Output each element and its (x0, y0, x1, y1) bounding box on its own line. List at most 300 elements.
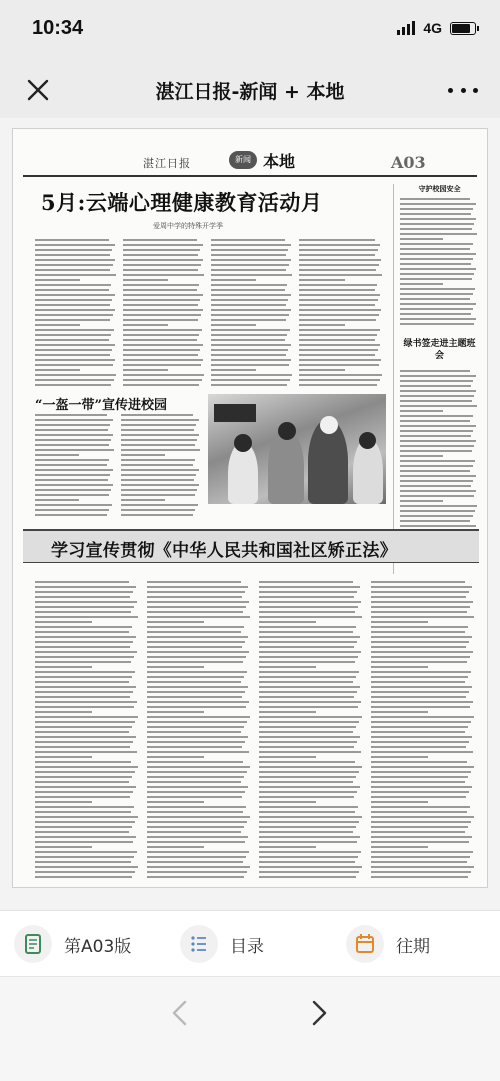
text-line (147, 771, 247, 773)
article-body-column (259, 581, 363, 881)
text-line (35, 851, 137, 853)
text-line (147, 731, 241, 733)
text-line (121, 424, 196, 426)
text-line (35, 459, 109, 461)
text-line (371, 596, 466, 598)
text-line (121, 494, 195, 496)
text-line (400, 203, 476, 205)
text-line (400, 515, 473, 517)
text-line (35, 479, 108, 481)
text-line (259, 616, 362, 618)
text-line (400, 520, 470, 522)
text-line (147, 671, 247, 673)
text-line (259, 831, 353, 833)
calendar-icon (346, 925, 384, 963)
text-line (35, 611, 131, 613)
text-line (400, 223, 474, 225)
text-line (259, 586, 360, 588)
text-line (371, 626, 468, 628)
text-line (299, 329, 380, 331)
text-line (123, 269, 198, 271)
text-line (299, 264, 379, 266)
text-line (259, 826, 356, 828)
text-line (121, 419, 199, 421)
text-line (299, 274, 382, 276)
section-name: 本地 (263, 152, 296, 171)
text-line (211, 344, 291, 346)
text-line (35, 616, 138, 618)
text-line (371, 601, 473, 603)
text-line (35, 284, 111, 286)
text-line (147, 696, 242, 698)
text-line (121, 449, 200, 451)
text-line (35, 856, 134, 858)
text-line (147, 716, 250, 718)
text-line (35, 424, 110, 426)
text-line (211, 324, 256, 326)
edition-icon (14, 925, 52, 963)
text-line (371, 771, 471, 773)
text-line (147, 606, 246, 608)
text-line (35, 419, 113, 421)
sidebar-body (400, 198, 478, 328)
text-line (35, 721, 135, 723)
text-line (35, 289, 109, 291)
text-line (299, 344, 380, 346)
text-line (371, 636, 472, 638)
text-line (147, 626, 244, 628)
text-line (259, 671, 359, 673)
text-line (259, 736, 360, 738)
text-line (121, 509, 195, 511)
text-line (147, 706, 246, 708)
photo-sign (214, 404, 256, 422)
text-line (259, 866, 362, 868)
text-line (299, 349, 378, 351)
text-line (121, 504, 198, 506)
text-line (123, 374, 204, 376)
chevron-left-icon[interactable] (163, 995, 199, 1031)
text-line (147, 761, 243, 763)
text-line (35, 621, 92, 623)
text-line (371, 866, 474, 868)
text-line (147, 806, 246, 808)
text-line (400, 283, 443, 285)
text-line (147, 616, 250, 618)
text-line (35, 239, 109, 241)
article-body-column (299, 239, 383, 389)
bottom-toolbar (0, 910, 500, 976)
text-line (371, 676, 468, 678)
text-line (35, 726, 132, 728)
text-line (123, 369, 168, 371)
text-line (123, 354, 198, 356)
text-line (299, 249, 378, 251)
text-line (123, 294, 203, 296)
text-line (371, 861, 467, 863)
text-line (400, 415, 473, 417)
text-line (259, 581, 353, 583)
text-line (147, 736, 248, 738)
text-line (123, 324, 168, 326)
text-line (371, 856, 470, 858)
text-line (35, 294, 115, 296)
article-body-column (35, 239, 117, 389)
text-line (400, 445, 474, 447)
text-line (35, 439, 111, 441)
text-line (400, 420, 470, 422)
text-line (211, 369, 256, 371)
text-line (35, 746, 130, 748)
text-line (299, 319, 376, 321)
text-line (400, 268, 476, 270)
text-line (147, 856, 246, 858)
text-line (400, 263, 471, 265)
text-line (400, 405, 477, 407)
text-line (259, 661, 355, 663)
text-line (35, 586, 136, 588)
text-line (371, 796, 466, 798)
text-line (123, 384, 199, 386)
text-line (147, 781, 241, 783)
banner-headline: 学习宣传贯彻《中华人民共和国社区矫正法》 (51, 541, 397, 561)
text-line (35, 761, 131, 763)
text-line (147, 776, 244, 778)
text-line (147, 701, 249, 703)
text-line (35, 319, 110, 321)
text-line (147, 656, 246, 658)
text-line (147, 751, 249, 753)
text-line (259, 621, 316, 623)
text-line (299, 384, 377, 386)
text-line (400, 308, 473, 310)
text-line (211, 259, 291, 261)
text-line (259, 811, 355, 813)
text-line (35, 731, 129, 733)
text-line (35, 626, 132, 628)
text-line (299, 324, 345, 326)
text-line (147, 796, 242, 798)
text-line (400, 208, 473, 210)
text-line (259, 776, 356, 778)
text-line (121, 484, 199, 486)
text-line (35, 636, 136, 638)
text-line (259, 726, 356, 728)
text-line (121, 444, 195, 446)
text-line (371, 751, 473, 753)
text-line (371, 711, 428, 713)
text-line (147, 726, 244, 728)
text-line (259, 856, 358, 858)
archive-button[interactable] (346, 925, 430, 963)
text-line (259, 706, 358, 708)
text-line (35, 846, 92, 848)
text-line (371, 581, 465, 583)
text-line (123, 259, 203, 261)
text-line (211, 374, 292, 376)
text-line (35, 711, 92, 713)
text-line (259, 816, 362, 818)
masthead-logo: 湛江日报 (143, 157, 191, 170)
text-line (35, 831, 129, 833)
text-line (121, 434, 199, 436)
text-line (35, 801, 92, 803)
text-line (35, 489, 111, 491)
text-line (259, 741, 357, 743)
text-line (35, 701, 137, 703)
text-line (371, 831, 465, 833)
text-line (371, 661, 467, 663)
page-number: A03 (391, 153, 426, 172)
text-line (259, 606, 358, 608)
text-line (35, 631, 129, 633)
text-line (147, 666, 204, 668)
text-line (400, 485, 471, 487)
text-line (121, 464, 193, 466)
text-line (400, 258, 473, 260)
text-line (299, 359, 381, 361)
text-line (35, 676, 132, 678)
text-line (147, 631, 241, 633)
newspaper-viewer[interactable] (0, 118, 500, 910)
catalog-button[interactable] (180, 925, 264, 963)
text-line (259, 631, 353, 633)
text-line (147, 686, 248, 688)
battery-icon (450, 22, 476, 35)
text-line (147, 836, 248, 838)
text-line (400, 500, 443, 502)
sidebar-headline[interactable]: 守护校园安全 (418, 185, 461, 193)
text-line (35, 359, 115, 361)
text-line (371, 696, 466, 698)
article-headline[interactable]: “一盔一带”宣传进校园 (35, 398, 167, 413)
status-time: 10:34 (32, 17, 84, 39)
text-line (123, 319, 198, 321)
text-line (35, 716, 138, 718)
text-line (121, 439, 197, 441)
text-line (35, 861, 131, 863)
text-line (147, 846, 204, 848)
page-title: 湛江日报-新闻 + 本地 (155, 81, 345, 103)
text-line (371, 791, 469, 793)
text-line (147, 876, 244, 878)
news-photo[interactable] (208, 394, 386, 504)
text-line (123, 254, 198, 256)
text-line (123, 264, 201, 266)
text-line (259, 596, 354, 598)
chevron-right-icon[interactable] (300, 995, 336, 1031)
status-indicators (397, 20, 476, 36)
text-line (147, 691, 245, 693)
text-line (371, 701, 473, 703)
status-bar (0, 0, 500, 62)
edition-button[interactable] (14, 925, 131, 963)
text-line (299, 269, 376, 271)
text-line (371, 876, 468, 878)
text-line (211, 349, 288, 351)
article-body-column (35, 581, 139, 881)
text-line (400, 243, 473, 245)
text-line (259, 701, 361, 703)
text-line (371, 591, 469, 593)
text-line (371, 666, 428, 668)
text-line (371, 786, 472, 788)
text-line (147, 766, 250, 768)
text-line (371, 806, 470, 808)
text-line (371, 616, 474, 618)
text-line (147, 651, 249, 653)
text-line (147, 741, 245, 743)
text-line (35, 871, 135, 873)
text-line (400, 505, 477, 507)
text-line (259, 711, 316, 713)
feature-banner[interactable] (23, 529, 479, 563)
text-line (35, 601, 137, 603)
text-line (371, 686, 472, 688)
text-line (259, 801, 316, 803)
text-line (259, 716, 362, 718)
text-line (211, 279, 256, 281)
text-line (35, 499, 79, 501)
text-line (299, 374, 382, 376)
sidebar-headline[interactable]: 绿书签走进主题班会 (403, 339, 476, 361)
text-line (400, 480, 473, 482)
text-line (259, 646, 354, 648)
text-line (35, 314, 113, 316)
text-line (121, 414, 193, 416)
text-line (400, 440, 476, 442)
text-line (211, 354, 286, 356)
text-line (299, 299, 378, 301)
text-line (299, 244, 380, 246)
text-line (371, 871, 471, 873)
archive-label: 往期 (396, 936, 430, 957)
text-line (147, 871, 247, 873)
more-icon[interactable] (448, 76, 478, 104)
text-line (371, 651, 473, 653)
text-line (259, 641, 357, 643)
text-line (35, 666, 92, 668)
text-line (35, 651, 137, 653)
text-line (299, 259, 381, 261)
text-line (147, 711, 204, 713)
text-line (35, 504, 112, 506)
text-line (35, 274, 116, 276)
text-line (35, 821, 135, 823)
text-line (123, 344, 203, 346)
text-line (35, 334, 111, 336)
article-headline[interactable]: 5月:云端心理健康教育活动月 (41, 190, 323, 215)
text-line (211, 239, 285, 241)
text-line (35, 681, 129, 683)
text-line (147, 746, 242, 748)
text-line (299, 304, 375, 306)
text-line (35, 596, 130, 598)
text-line (259, 871, 359, 873)
text-line (400, 273, 474, 275)
text-line (299, 379, 380, 381)
text-line (211, 304, 286, 306)
text-line (400, 323, 474, 325)
text-line (35, 581, 129, 583)
text-line (35, 826, 132, 828)
article-subhead: 爱周中学的特殊开学季 (153, 222, 223, 230)
text-line (400, 288, 475, 290)
text-line (211, 334, 287, 336)
page-navigation (0, 976, 500, 1081)
text-line (371, 766, 474, 768)
text-line (211, 329, 290, 331)
text-line (259, 861, 355, 863)
text-line (147, 661, 243, 663)
text-line (259, 651, 361, 653)
text-line (400, 293, 473, 295)
sidebar-column (393, 184, 479, 574)
text-line (123, 299, 200, 301)
text-line (35, 706, 134, 708)
text-line (211, 269, 286, 271)
text-line (371, 621, 428, 623)
text-line (400, 218, 476, 220)
text-line (123, 249, 200, 251)
text-line (211, 359, 291, 361)
text-line (147, 621, 204, 623)
text-line (299, 334, 377, 336)
text-line (299, 339, 375, 341)
newspaper-page[interactable] (12, 128, 488, 888)
text-line (35, 444, 109, 446)
text-line (35, 756, 92, 758)
text-line (121, 459, 195, 461)
text-line (371, 816, 474, 818)
text-line (35, 374, 116, 376)
text-line (35, 646, 130, 648)
text-line (259, 731, 353, 733)
text-line (400, 490, 476, 492)
text-line (371, 681, 465, 683)
text-line (259, 771, 359, 773)
text-line (371, 641, 469, 643)
text-line (35, 259, 115, 261)
text-line (147, 581, 241, 583)
text-line (35, 454, 79, 456)
text-line (371, 776, 468, 778)
text-line (35, 656, 134, 658)
text-line (123, 304, 198, 306)
text-line (35, 449, 114, 451)
text-line (371, 721, 471, 723)
text-line (299, 239, 375, 241)
text-line (147, 756, 204, 758)
text-line (35, 414, 107, 416)
text-line (147, 831, 241, 833)
article-body-column (121, 414, 201, 519)
text-line (35, 606, 134, 608)
text-line (259, 786, 360, 788)
text-line (371, 841, 469, 843)
edition-label: 第A03版 (64, 936, 132, 957)
text-line (147, 676, 244, 678)
text-line (400, 253, 476, 255)
text-line (147, 841, 245, 843)
text-line (400, 425, 476, 427)
text-line (123, 289, 197, 291)
text-line (147, 816, 250, 818)
text-line (299, 314, 379, 316)
text-line (299, 369, 345, 371)
text-line (371, 836, 472, 838)
text-line (35, 641, 133, 643)
